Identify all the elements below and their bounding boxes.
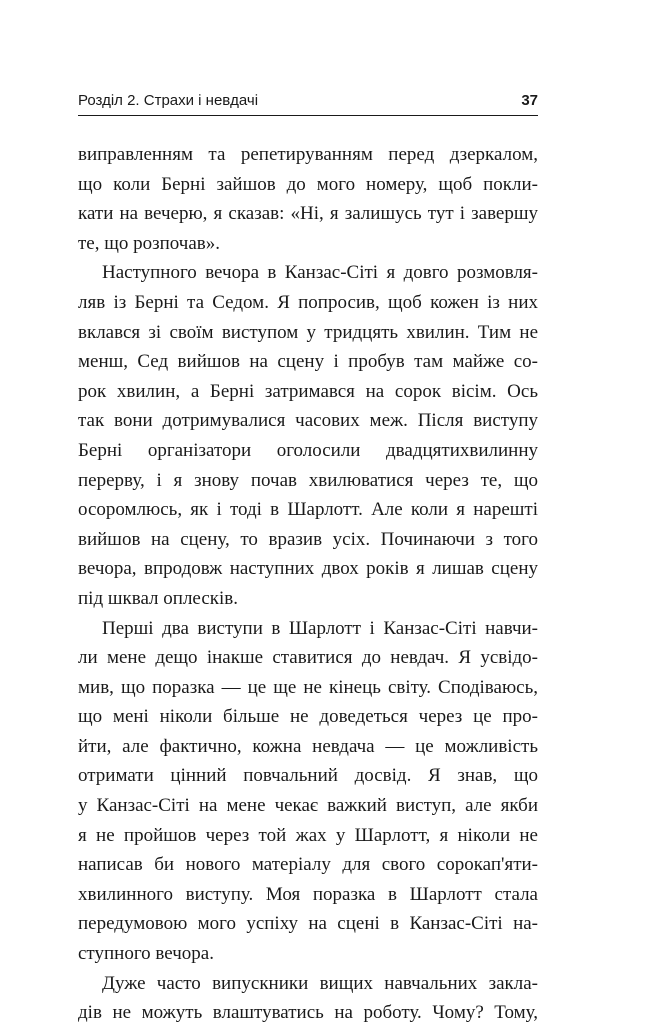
text-line: я не пройшов через той жах у Шарлотт, я ніколи не xyxy=(78,824,538,846)
text-line: написав би нового матеріалу для свого сорокап'яти- xyxy=(78,854,538,876)
text-line: ступного вечора. xyxy=(78,943,214,965)
text-line: хвилинного виступу. Моя поразка в Шарлотт стала xyxy=(78,883,538,905)
text-line: виправленням та репетируванням перед дзеркалом, xyxy=(78,144,538,165)
text-line: що мені ніколи більше не доведеться через це про- xyxy=(78,706,538,728)
text-line: йти, але фактично, кожна невдача — це можливість xyxy=(78,735,538,757)
chapter-title: Розділ 2. Страхи і невдачі xyxy=(78,92,259,109)
page-number: 37 xyxy=(521,92,538,109)
text-line: Наступного вечора в Канзас-Сіті я довго розмовля- xyxy=(102,262,538,284)
text-line: вийшов на сцену, то вразив усіх. Починаючи з того xyxy=(78,528,538,550)
text-line: Берні організатори оголосили двадцятихвилинну xyxy=(78,439,538,461)
text-line: отримати цінний повчальний досвід. Я знав, що xyxy=(78,765,538,787)
text-line: що коли Берні зайшов до мого номеру, щоб покли- xyxy=(78,173,538,195)
text-line: менш, Сед вийшов на сцену і пробув там майже со- xyxy=(78,351,538,373)
text-line: під шквал оплесків. xyxy=(78,587,238,609)
text-line: те, що розпочав». xyxy=(78,232,221,254)
text-line: у Канзас-Сіті на мене чекає важкий виступ, але якби xyxy=(78,795,538,817)
text-line: ляв із Берні та Седом. Я попросив, щоб кожен із них xyxy=(78,291,538,313)
text-line: дів не можуть влаштуватись на роботу. Чому? Тому, xyxy=(78,1002,538,1024)
text-line: Перші два виступи в Шарлотт і Канзас-Сіті навчи- xyxy=(102,617,538,639)
header-rule xyxy=(78,115,538,116)
text-line: вечора, впродовж наступних двох років я лишав сцену xyxy=(78,558,538,580)
text-line: перерву, і я знову почав хвилюватися через те, що xyxy=(78,469,538,491)
text-line: осоромлюсь, як і тоді в Шарлотт. Але коли я нарешті xyxy=(78,499,538,521)
text-line: мив, що поразка — це ще не кінець світу. Сподіваюсь, xyxy=(78,676,538,698)
text-line: так вони дотримувалися часових меж. Після виступу xyxy=(78,410,538,432)
text-line: рок хвилин, а Берні затримався на сорок вісім. Ось xyxy=(78,380,538,402)
running-header xyxy=(78,90,538,112)
text-line: вклався зі своїм виступом у тридцять хвилин. Тим не xyxy=(78,321,538,343)
text-line: Дуже часто випускники вищих навчальних закла- xyxy=(102,972,538,994)
text-line: передумовою мого успіху на сцені в Канзас-Сіті на- xyxy=(78,913,538,935)
text-line: ли мене дещо інакше ставитися до невдач. Я усвідо- xyxy=(78,647,538,669)
text-line: кати на вечерю, я сказав: «Ні, я залишусь тут і завершу xyxy=(78,203,538,225)
body-text xyxy=(78,140,538,1028)
